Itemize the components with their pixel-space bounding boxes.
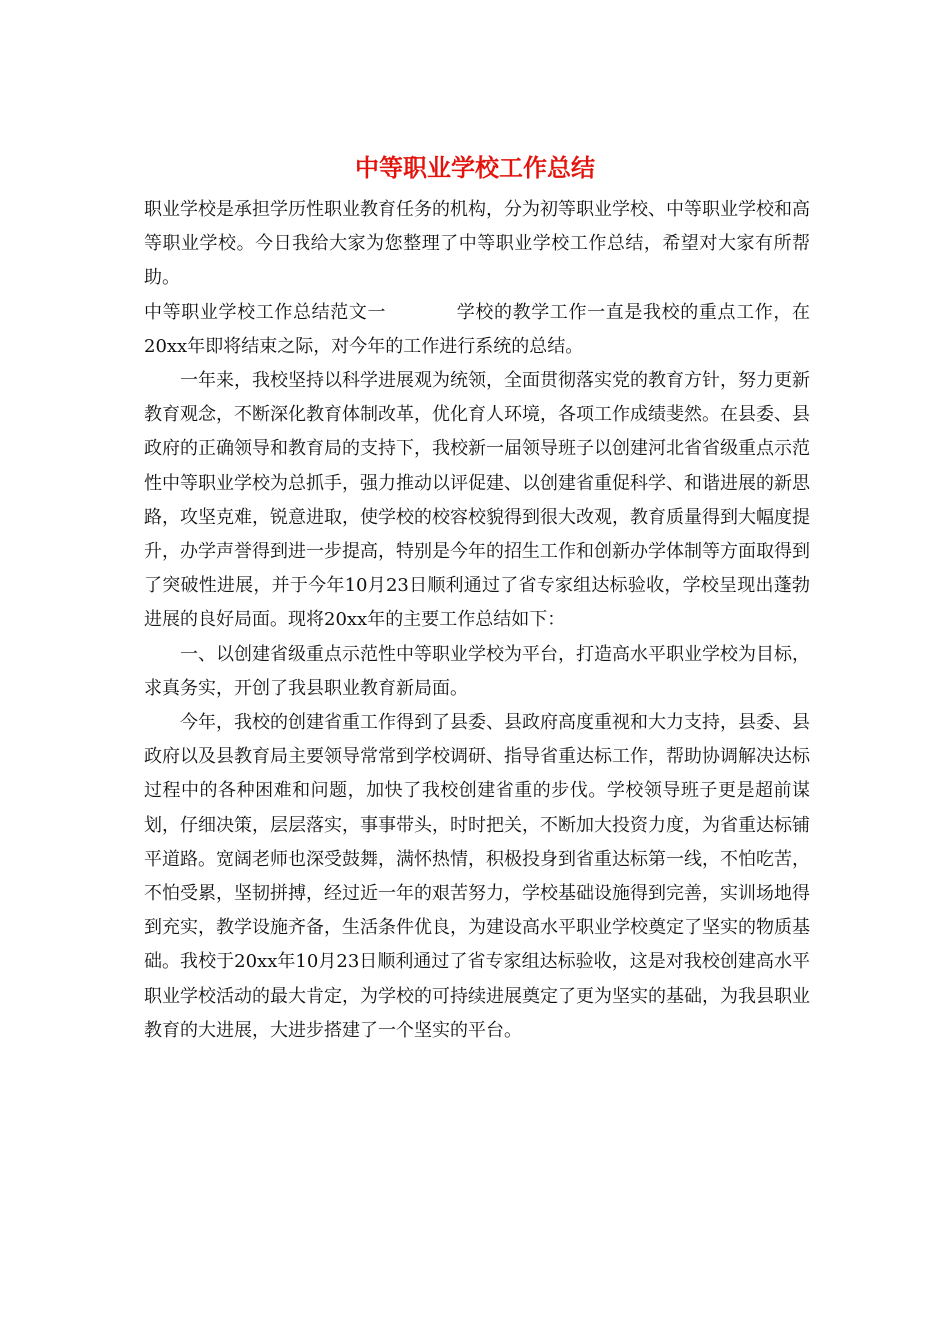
document-body — [144, 193, 810, 1048]
intro-paragraph: 职业学校是承担学历性职业教育任务的机构，分为初等职业学校、中等职业学校和高等职业学校。今日我给大家为您整理了中等职业学校工作总结，希望对大家有所帮助。 — [144, 199, 810, 289]
sample-heading: 中等职业学校工作总结范文一 — [144, 301, 387, 323]
body-paragraph-3: 今年，我校的创建省重工作得到了县委、县政府高度重视和大力支持，县委、县政府以及县教育局主要领导常常到学校调研、指导省重达标工作，帮助协调解决达标过程中的各种困难和问题，加快了我校创建省重的步伐。学校领导班子更是超前谋划，仔细决策，层层落实，事事带头，时时把关，不断加大投资力度，为省重达标铺平道路。宽阔老师也深受鼓舞，满怀热情，积极投身到省重达标第一线，不怕吃苦，不怕受累，坚韧拼搏，经过近一年的艰苦努力，学校基础设施得到完善，实训场地得到充实，教学设施齐备，生活条件优良，为建设高水平职业学校奠定了坚实的物质基础。我校于20xx年10月23日顺利通过了省专家组达标验收，这是对我校创建高水平职业学校活动的最大肯定，为学校的可持续进展奠定了更为坚实的基础，为我县职业教育的大进展，大进步搭建了一个坚实的平台。 — [144, 712, 810, 1041]
body-paragraph-2: 一、以创建省级重点示范性中等职业学校为平台，打造高水平职业学校为目标，求真务实，开创了我县职业教育新局面。 — [144, 643, 810, 699]
document-title: 中等职业学校工作总结 — [355, 153, 595, 182]
sample-lead: 学校的教学工作一直是我校的重点工作，在20xx年即将结束之际，对今年的工作进行系统的总结。 — [144, 301, 810, 357]
body-paragraph-1: 一年来，我校坚持以科学进展观为统领，全面贯彻落实党的教育方针，努力更新教育观念，不断深化教育体制改革，优化育人环境，各项工作成绩斐然。在县委、县政府的正确领导和教育局的支持下，我校新一届领导班子以创建河北省省级重点示范性中等职业学校为总抓手，强力推动以评促建、以创建省重促科学、和谐进展的新思路，攻坚克难，锐意进取，使学校的校容校貌得到很大改观，教育质量得到大幅度提升，办学声誉得到进一步提高，特别是今年的招生工作和创新办学体制等方面取得到了突破性进展，并于今年10月23日顺利通过了省专家组达标验收，学校呈现出蓬勃进展的良好局面。现将20xx年的主要工作总结如下： — [144, 370, 810, 631]
sample-paragraph — [144, 296, 810, 364]
